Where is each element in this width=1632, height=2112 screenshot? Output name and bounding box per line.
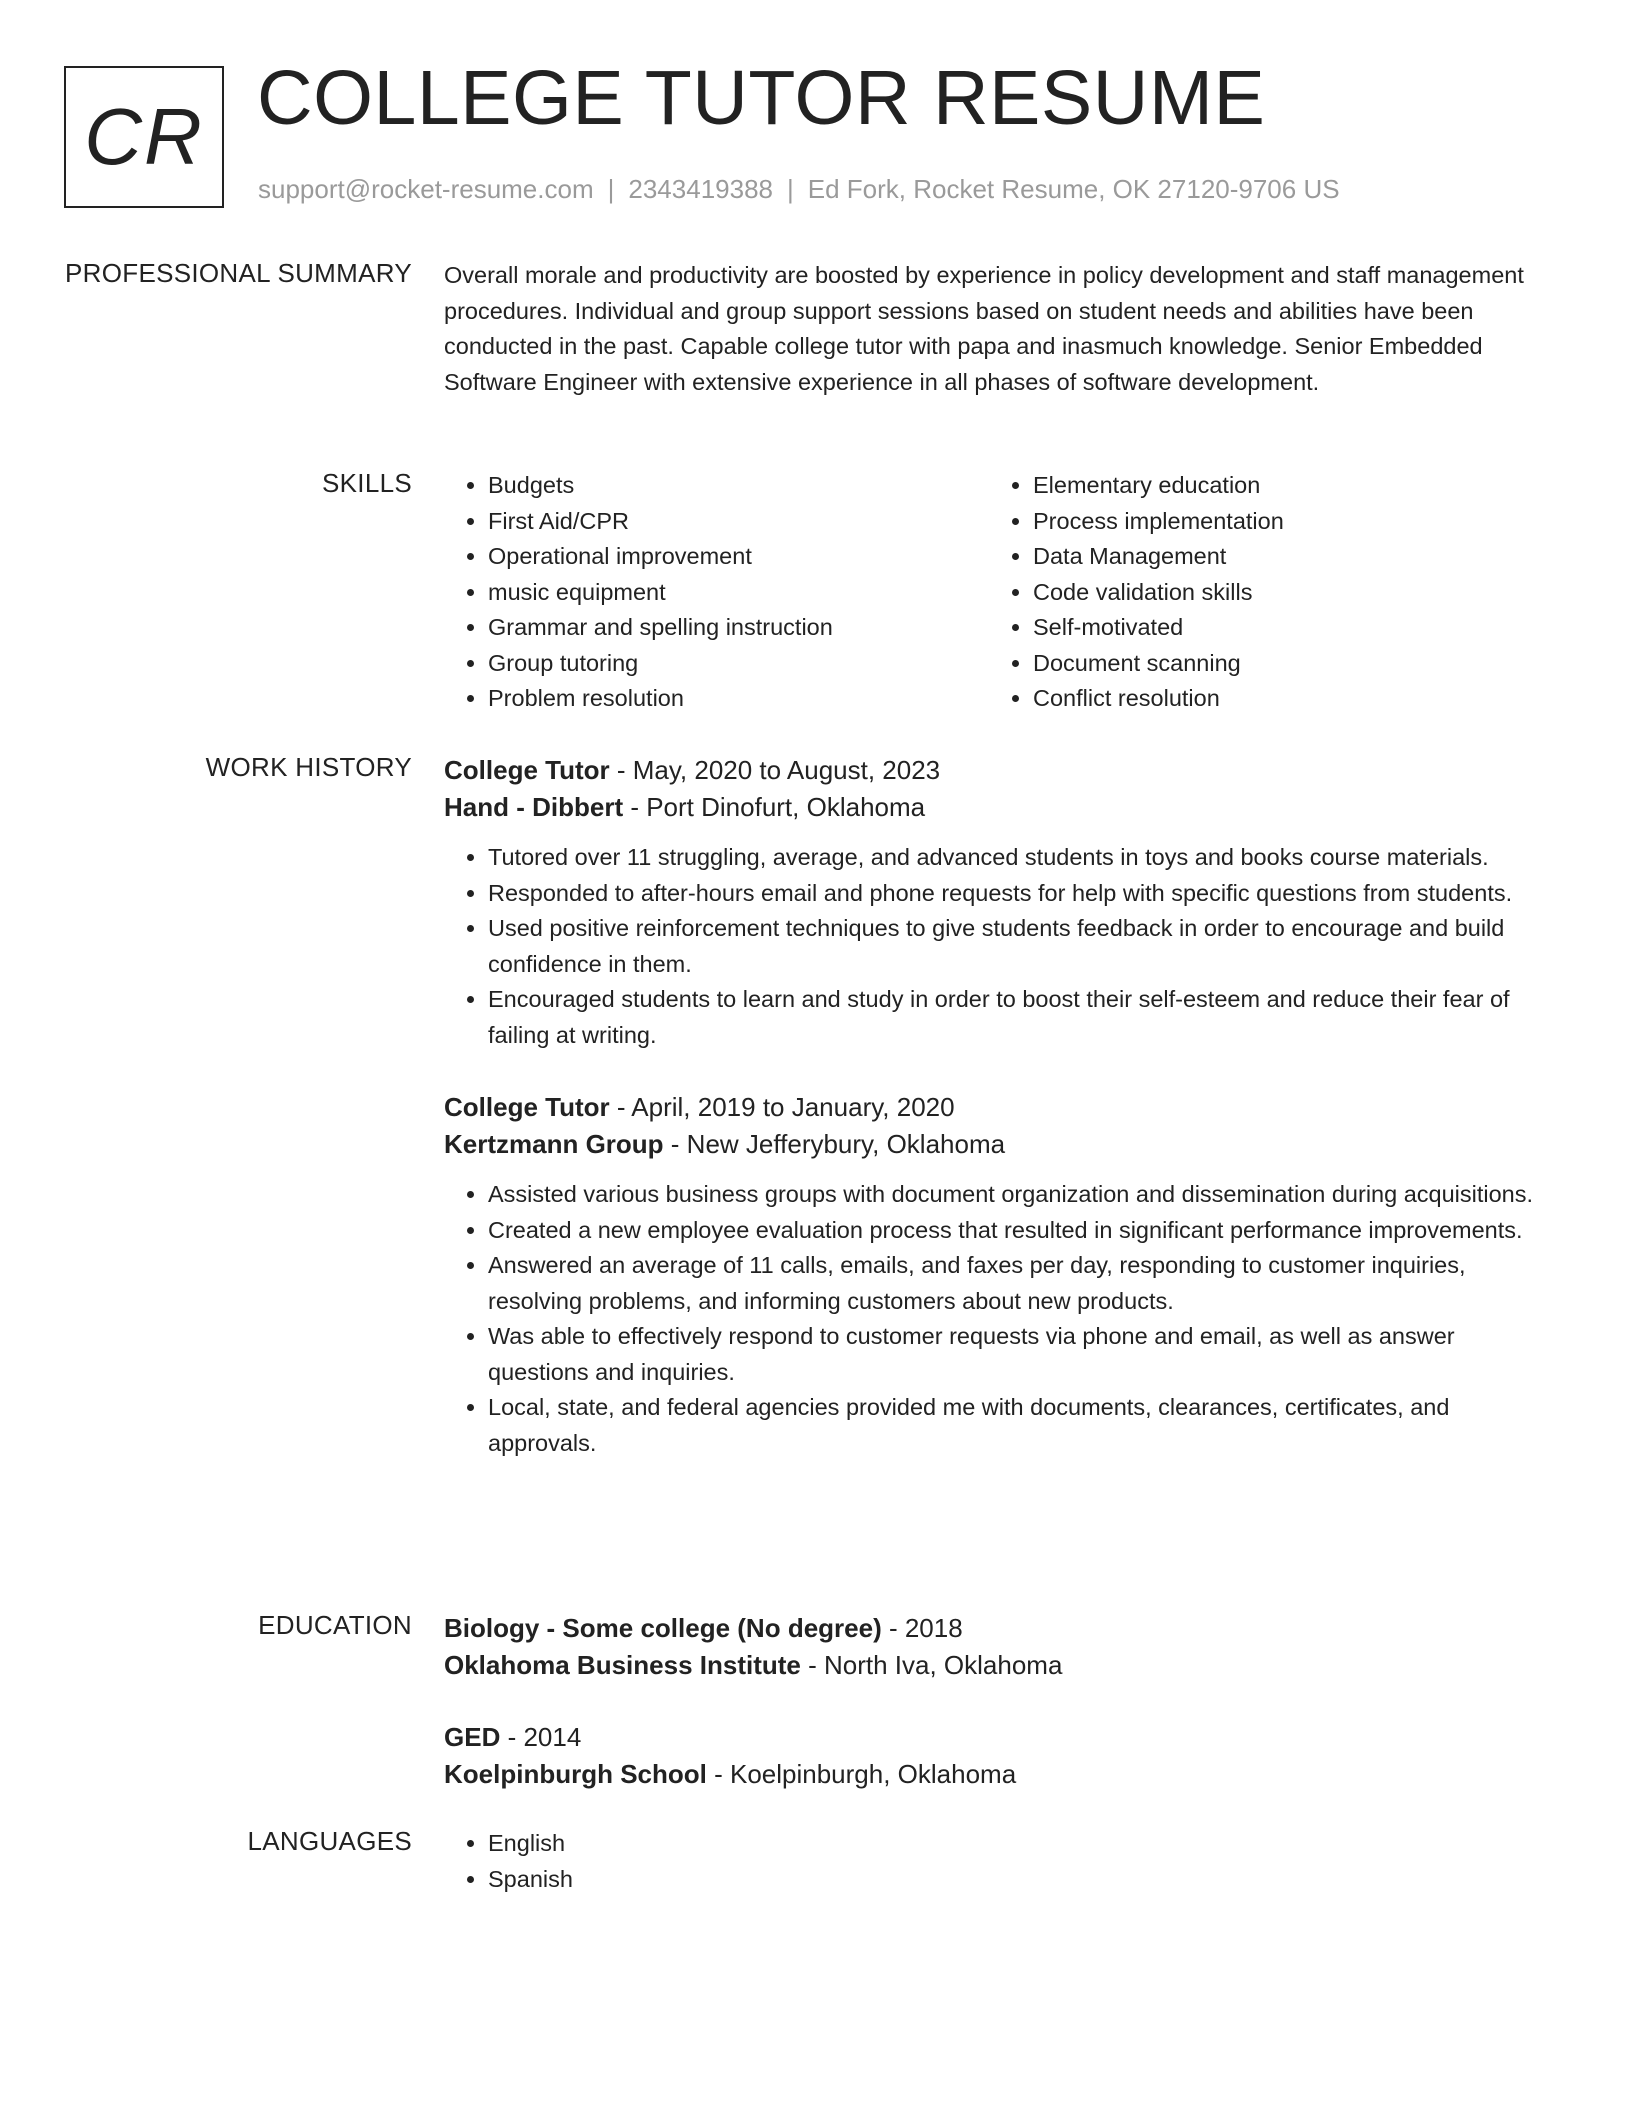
- skill-item: • Data Management: [1033, 539, 1534, 575]
- job-company: Hand - Dibbert: [444, 792, 624, 822]
- job-title: College Tutor: [444, 1092, 610, 1122]
- job-duty: • Was able to effectively respond to customer requests via phone and email, as well as answer questions and inquiries.: [488, 1319, 1544, 1390]
- job-title-line: [444, 752, 1544, 789]
- summary-text: Overall morale and productivity are boosted by experience in policy development and staff management procedures. Individual and group support sessions based on student needs and abilities have been conducted in the past. Capable college tutor with papa and inasmuch knowledge. Senior Embedded Software Engineer with extensive experience in all phases of software development.: [444, 262, 1524, 395]
- skill-item: • Conflict resolution: [1033, 681, 1534, 717]
- job-duty: • Responded to after-hours email and phone requests for help with specific questions from students.: [488, 876, 1544, 912]
- education-location: - Koelpinburgh, Oklahoma: [706, 1759, 1017, 1789]
- job-company: Kertzmann Group: [444, 1129, 664, 1159]
- contact-email: support@rocket-resume.com: [258, 174, 594, 204]
- skills-body: [444, 468, 1544, 717]
- language-item: • English: [488, 1826, 1544, 1862]
- job-location: - New Jefferybury, Oklahoma: [663, 1129, 1006, 1159]
- education-degree-line: [444, 1719, 1544, 1756]
- languages-body: [444, 1826, 1544, 1897]
- work-history-body: [444, 752, 1544, 1461]
- job-company-line: [444, 789, 1544, 826]
- skills-column-2: [989, 468, 1534, 717]
- education-entry: [444, 1719, 1544, 1793]
- monogram-initials: CR: [84, 92, 204, 181]
- language-item: • Spanish: [488, 1862, 1544, 1898]
- job-entry: [444, 1089, 1544, 1461]
- education-body: [444, 1610, 1544, 1793]
- skill-item: • Process implementation: [1033, 504, 1534, 540]
- education-degree: Biology - Some college (No degree): [444, 1613, 882, 1643]
- education-location: - North Iva, Oklahoma: [800, 1650, 1063, 1680]
- job-title: College Tutor: [444, 755, 610, 785]
- education-school: Oklahoma Business Institute: [444, 1650, 801, 1680]
- education-year: - 2018: [881, 1613, 963, 1643]
- job-duty: • Tutored over 11 struggling, average, and advanced students in toys and books course materials.: [488, 840, 1544, 876]
- job-title-line: [444, 1089, 1544, 1126]
- job-entry: [444, 752, 1544, 1053]
- education-school-line: [444, 1756, 1544, 1793]
- work-history-heading: WORK HISTORY: [205, 752, 412, 782]
- languages-list: [444, 1826, 1544, 1897]
- job-duties: [444, 840, 1544, 1053]
- job-duties: [444, 1177, 1544, 1461]
- job-duty: • Created a new employee evaluation process that resulted in significant performance improvements.: [488, 1213, 1544, 1249]
- skill-item: • Document scanning: [1033, 646, 1534, 682]
- monogram-badge: [64, 66, 224, 208]
- skills-heading: SKILLS: [322, 468, 412, 498]
- job-duty: • Used positive reinforcement techniques to give students feedback in order to encourage and build confidence in them.: [488, 911, 1544, 982]
- skill-item: • Code validation skills: [1033, 575, 1534, 611]
- contact-separator: |: [787, 174, 794, 204]
- education-degree-line: [444, 1610, 1544, 1647]
- contact-line: [258, 174, 1340, 205]
- job-duty: • Encouraged students to learn and study in order to boost their self-esteem and reduce their fear of failing at writing.: [488, 982, 1544, 1053]
- skill-item: • Self-motivated: [1033, 610, 1534, 646]
- job-duty: • Local, state, and federal agencies provided me with documents, clearances, certificates, and approvals.: [488, 1390, 1544, 1461]
- education-degree: GED: [444, 1722, 501, 1752]
- job-duty: • Answered an average of 11 calls, emails, and faxes per day, responding to customer inquiries, resolving problems, and informing customers about new products.: [488, 1248, 1544, 1319]
- skill-item: • music equipment: [488, 575, 989, 611]
- skill-item: • First Aid/CPR: [488, 504, 989, 540]
- skills-columns: [444, 468, 1544, 717]
- education-year: - 2014: [500, 1722, 582, 1752]
- languages-heading: LANGUAGES: [247, 1826, 412, 1856]
- education-school: Koelpinburgh School: [444, 1759, 707, 1789]
- contact-separator: |: [607, 174, 615, 204]
- skill-item: • Problem resolution: [488, 681, 989, 717]
- skill-item: • Group tutoring: [488, 646, 989, 682]
- job-duty: • Assisted various business groups with document organization and dissemination during acquisitions.: [488, 1177, 1544, 1213]
- education-heading: EDUCATION: [258, 1610, 412, 1640]
- skill-item: • Grammar and spelling instruction: [488, 610, 989, 646]
- education-entry: [444, 1610, 1544, 1684]
- skill-item: • Budgets: [488, 468, 989, 504]
- skill-item: • Elementary education: [1033, 468, 1534, 504]
- skills-column-1: [444, 468, 989, 717]
- skill-item: • Operational improvement: [488, 539, 989, 575]
- job-company-line: [444, 1126, 1544, 1163]
- summary-heading: PROFESSIONAL SUMMARY: [65, 258, 412, 288]
- job-dates: - May, 2020 to August, 2023: [609, 755, 941, 785]
- job-location: - Port Dinofurt, Oklahoma: [623, 792, 926, 822]
- education-school-line: [444, 1647, 1544, 1684]
- job-dates: - April, 2019 to January, 2020: [609, 1092, 955, 1122]
- resume-title: COLLEGE TUTOR RESUME: [257, 55, 1266, 141]
- contact-address: Ed Fork, Rocket Resume, OK 27120-9706 US: [807, 174, 1340, 204]
- contact-phone: 2343419388: [628, 174, 773, 204]
